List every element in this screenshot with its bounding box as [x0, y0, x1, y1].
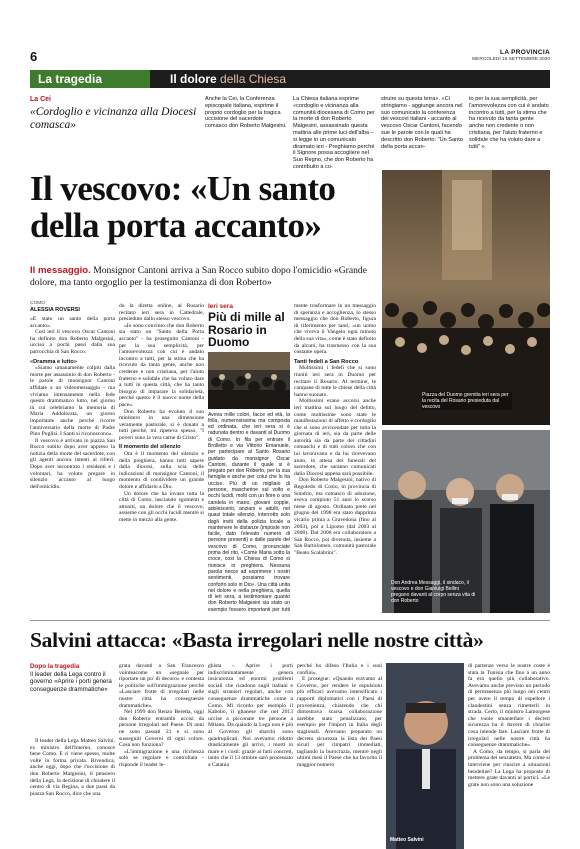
page-number: 6 — [30, 49, 38, 64]
main-col2-p: Ora è il momento del silenzio e della preghiera, hanno tutti sapere dalla diocesi, sulla scia delle indicazioni di monsignor Cantoni, il momento di condividere un grande dolore e affidarlo a Dio. — [119, 451, 204, 491]
second-col-4 — [297, 663, 382, 848]
main-col2-p: Don Roberto ha evoluto il suo ministero in una dimensione veramente pastorale, si è donato a tutti perché, mi ripeteva spesso, "I poveri sono la vera carne di Cristo". — [119, 408, 204, 441]
section-title — [170, 70, 286, 88]
main-deck-kicker: Il messaggio. — [30, 265, 91, 276]
main-col4-p: Moltissimi erano accorsi anche ieri mattina sul luogo del delitto, come moltissime sono state le manifestazioni di affetto e cordoglio che si sono avvicendate per tutta la giornata di ieri, sia da parte delle autorità sia da parte dei cittadini comaschi e di tutti coloro che con lui lavoravano e da lui ricevevano aiuto, in attesa dei funerali del sacerdote, che saranno comunicati dalla Diocesi appena sarà possibile. — [294, 398, 376, 477]
second-col2-p: grata davanti a San Francesco vuinteacome un «segnale per riportare un po' di decoro» e contesta le politiche sull'immigrazione perché «Lasciare frotte di irregolari nelle nostre città ha conseguenze drammatiche». — [119, 663, 204, 709]
main-col-1 — [30, 316, 115, 613]
main-col1-p: Così ieri il vescovo Oscar Cantoni ha definito don Roberto Malgesini, ucciso a pochi passi dalla sua parrocchia di San Rocco. — [30, 329, 115, 355]
main-col2-p: Un dolore che ha invaso tutta la città di Como, lasciando sgomenti e attoniti, un dolore che il vescovo, assieme con gli occhi lucidi mentre si mette in mezzo alla gente. — [119, 490, 204, 523]
second-headline: Salvini attacca: «Basta irregolari nelle nostre città» — [30, 628, 484, 652]
salvini-photo — [386, 663, 464, 849]
top-story-col-3: struire su questa terra». «Ci stringiamo - aggiunge ancora nel suo comunicato la conferenza dei vescovi italiani - accanto al vescovo Oscar Cantoni, facendo sue le parole con le quali ha descritto don Roberto: "Un Santo della porta accan- — [381, 96, 463, 150]
inset-photo — [208, 352, 290, 409]
byline-place: COMO — [30, 301, 45, 306]
main-col-4 — [294, 303, 376, 613]
issue-date: MERCOLEDÌ 16 SETTEMBRE 2020 — [472, 57, 550, 62]
second-col-5 — [468, 663, 550, 848]
second-col-3 — [208, 663, 293, 848]
main-col1-p: «È stato un santo della porta accanto». — [30, 316, 115, 329]
main-col4-p: mente trasformare in un messaggio di speranza e accoglienza, lo stesso messaggio che don Roberto, figura di riferimento per tanti, «un uomo che viveva il Vangelo ogni minuto della sua vita», come è stato definito da alcuni, ha trasmesso con la sua costante opera. — [294, 303, 376, 356]
second-col-2 — [119, 663, 204, 848]
crowd-photo-icon — [208, 352, 290, 409]
second-col1-p: Il leader della Lega Matteo Salvini, ex ministro dell'Interno, conosce bene Como. E ci viene spesso, molte volte in forma privata. Rivendica, anche oggi, dopo che l'uccisione di don Roberto Malgesini, il pensiero della Lega, la decisione di chiudere il centro di via Regina, a due passi da piazza San Rocco, dice che una — [30, 738, 115, 797]
photo2-caption: Don Andrea Messaggi, il sindaco, il vescovo e don Gianluigi Bellini pregano davanti al corpo senza vita di don Roberto — [391, 580, 476, 604]
clergy-photo — [382, 430, 550, 613]
section-title-bold: Il dolore — [170, 72, 217, 86]
byline-author: ALESSIA ROVERSI — [30, 307, 80, 313]
second-col5-p: A Como, da tempo, si parla del problema dei senzatetto. Ma come si interviene per riuscire a situazioni bendeline? La Lega ha proposto di mettere grate davanti ai portici. «Le grate non sono una soluzione — [468, 748, 550, 788]
section-tag — [30, 70, 150, 88]
main-col2-p: do la diretta online, al Rosario recitato ieri sera in Cattedrale, presieduto dallo stesso vescovo. — [119, 303, 204, 323]
second-col2-p: «L'immigrazione è una ricchezza solo se regolare e controllata - risponde il leader le- — [119, 748, 204, 768]
duomo-crowd-photo — [382, 170, 550, 425]
second-col5-p: di partenze verso le nostre coste è stata la Tunisia che fino a un anno fa era quello più collaborativo. Avevamo anche previsto un periodo di permanenza più lungo nei centri per avere il tempo di espellere i clandestini senza rimetterli in strada. Certo, il ministro Lamorgese che vuole smantellare i decreti sicurezza ha il dovere di chiarire cosa intende fare. Lasciare frotte di irregolari nelle nostre città ha conseguenze drammatiche». — [468, 663, 550, 749]
main-col-2 — [119, 303, 204, 613]
inset-title: Più di mille al Rosario in Duomo — [208, 310, 285, 349]
main-deck — [30, 265, 380, 288]
section-title-light: della Chiesa — [220, 72, 287, 86]
main-col2-subhead: Il momento del silenzio — [119, 444, 181, 451]
second-col4-p: perché ho difeso l'Italia e i suoi confini». — [297, 663, 382, 676]
inset-text: Aveva mille colori, facce ed età, la folla, numerosissima ma composta ed ordinata, che ieri sera si è radunata dentro e davanti al Duomo di Como. In fila per entrare il Brolletto e via Vittorio Emanuele, per partecipare al Santo Rosario guidato da monsignor Oscar Cantoni, durante il quale si è pregato per don Roberto, per la sua famiglia e anche per colui che lo ha ucciso. Più di un migliaio di persone, mascherine sul volto e occhi lucidi, molti con un fiore o una candela in mano, giovani coppie, adolescenti, anziani e adulti, nel quasi totale silenzio, interrotto solo dagli inviti della polizia locale a mantenere le distanze (imposte non facile, dato l'elevato numero di persone presenti) e dalle parole del vescovo di Como, pronunciate prima del rito, «Come Maria sotto la croce, così la Chiesa di Como si riunisce in preghiera. Nessuna parola riesce ad esprimere i nostri sentimenti, possiamo trovare conforto solo in Dio». Una città unita nel dolore e nella preghiera, quella di ieri sera, a testimoniare quanto don Roberto Malgesini sia stato un esempio fossero importanti per tutti — [208, 411, 290, 613]
inset-kicker: Ieri sera — [208, 303, 233, 310]
main-col1-p: «Siamo umanamente colpiti dalla morte per assassinio di don Roberto - le parole di monsignor Cantoni affidate a un videomessaggio - ma viviamo intensamente nella fede questo drammatico lutto, nel giorno in cui celebriamo la memoria di Maria Addolorata, un giorno importante anche perché ricorre l'anniversario della morte di Padre Pino Puglisi. I Santi si riconoscono». — [30, 365, 115, 438]
second-col4-p: E prosegue: «Quando eravamo al Governo, per rendere le espulsioni più efficaci avevamo intensificato i rapporti diplomatici con i Paesi di provenienza, chiarendo che chi dimostrava scarsa collaborazione sarebbe stato penalizzato, per esempio per l'import in Italia degli stagionali. Avevamo preparato un decreto sicurezza la lista dei Paesi sicuri per rimpatri immediati, tagliando la burocrazia, mentre negli ultimi mesi il Paese che ha favorito il maggior numero — [297, 676, 382, 768]
salvini-caption: Matteo Salvini — [390, 837, 424, 843]
section-divider — [30, 620, 550, 621]
section-tag-label: La tragedia — [38, 72, 103, 86]
second-col-1 — [30, 738, 115, 848]
cathedral-crowd-icon — [382, 170, 550, 425]
second-col2-p: Nel 1999 don Renzo Beretta, oggi don Roberto entrambi uccisi da persone irregolari nel Paese. Di anni ne sono passati 21 e si sono susseguiti Governi di ogni colore. Cosa non funziona? — [119, 709, 204, 749]
main-deck-text: Monsignor Cantoni arriva a San Rocco subito dopo l'omicidio «Grande dolore, ma tanto orgoglio per la testimonianza di don Roberto» — [30, 265, 367, 288]
main-col2-p: «Io sono convinto che don Roberto sia stato un "Santo della Porta accanto" - ha proseguito Cantoni - per la sua semplicità, per l'amorevolezza con cui è andato incontro a tutti, per la stima che ha ricevuto da tanta gente, anche non credente e non cristiana, per l'aiuto fraterno e solidale che ha voluto dare a tutti in questa città, che ha tanto bisogno di imparare la solidarietà, perché questo è il nuovo nome della pace». — [119, 322, 204, 408]
main-col4-p: Don Roberto Malgesini, nativo di Regoledo di Cosio, in provincia di Sondrio, ma comasco di adozione, aveva compiuto 51 anni lo scorso mese di agosto. Ordinato prete nel giugno del 1998 era stato dapprima vicario prima a Gravedona (fino al 2003), poi a Lipomo (dal 2003 al 2008). Dal 2008 era collaboratore a San Rocco, poi divenuta, insieme a San Bartolomeo, comunità pastorale "Beato Scalabrini". — [294, 477, 376, 556]
portrait-icon — [386, 663, 464, 849]
second-kicker: Dopo la tragedia — [30, 663, 80, 670]
inset-box — [208, 303, 290, 613]
top-story-kicker: La Cei — [30, 96, 52, 103]
main-col1-subhead: «Dramma e lutto» — [30, 358, 77, 365]
photo1-caption: Piazza del Duomo gremita ieri sera per la recita del Rosario presieduta dal vescovo — [422, 392, 512, 410]
second-standfirst: Il leader della Lega contro il governo «Aprire i porti genera conseguenze drammatiche» — [30, 671, 112, 693]
top-story-col-4: to per la sua semplicità, per l'amorevolezza con cui è andato incontro a tutti, per la stima che ha ricevuto da tanta gente anche non credente o non cristiana, per l'aiuto fraterno e solidale che ha voluto dare a tutti" ». — [469, 96, 549, 150]
publication-name: LA PROVINCIA — [500, 49, 550, 56]
main-col1-p: Il vescovo è arrivato in piazza San Rocco subito dopo aver appreso la notizia della morte del sacerdote, con gli agenti ancora intenti ai rilievi. Dopo aver incontrato i residenti e i volontari, ha voluto pregare in silenzio accanto al luogo dell'omicidio. — [30, 437, 115, 490]
top-story-col-2: La Chiesa italiana esprime «cordoglio e vicinanza alla comunità diocesana di Como per la morte di don Roberto Malgesini, assassinato questa mattina alle prime luci dell'alba – si legge in un comunicato diramato ieri - Preghiamo perché il Signore possa accogliere nel Suo Regno, che don Roberto ha contribuito a co- — [293, 96, 375, 170]
second-col3-p: ghista -. Aprire i porti indiscriminatamente genera insicurezza ed enormi problemi sociali che ricadono sugli italiani e sugli stranieri regolari, anche con conseguenze drammatiche come a Como. Mi ricordo per esempio il Kabobo, il ghanese che nel 2013 uccise a picconate tre persone a Milano. Da quando la Lega non è più al Governo gli sbarchi sono quadruplicati. Noi avevamo ridotto drasticamente gli arrivi, i morti in mare e i costi: grazie ai fatti concreti, tanto che il 13 ottobre sarò processato a Catania — [208, 663, 293, 768]
top-story-col-1: Anche la Cei, la Conferenza episcopale italiana, esprime il proprio cordoglio per la tragica uccisione del sacerdote comasco don Roberto Malgesini. — [205, 96, 287, 130]
main-headline: Il vescovo: «Un santo della porta accanto» — [30, 169, 336, 245]
section-band — [30, 70, 550, 88]
top-story-headline: «Cordoglio e vicinanza alla Diocesi comasca» — [30, 106, 197, 131]
main-col4-subhead: Tanti fedeli a San Rocco — [294, 358, 359, 365]
main-col4-p: Moltissimi i fedeli che si sono riuniti ieri sera in Duomo per recitare il Rosario. Al termine, le campane di tutte le chiese della città hanno suonato. — [294, 365, 376, 398]
